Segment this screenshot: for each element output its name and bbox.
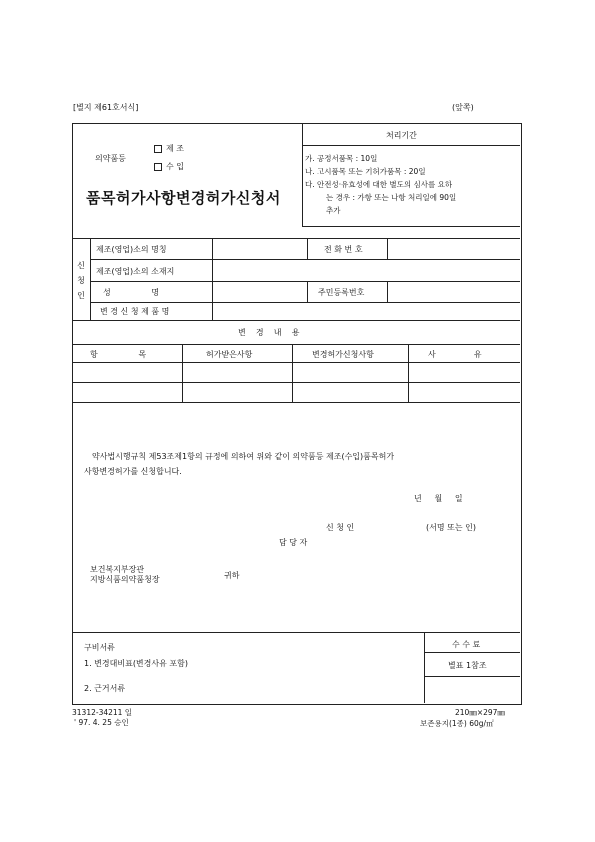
table-cell[interactable] [184, 364, 291, 381]
form-code: 31312-34211 일 [72, 708, 133, 717]
processing-item: 나. 고시품목 또는 기허가품목 : 20일 [305, 167, 426, 176]
approval-date: ' 97. 4. 25 승인 [74, 718, 129, 727]
facility-address-field[interactable] [214, 261, 519, 280]
form-number: [별지 제61호서식] [73, 103, 139, 112]
phone-label: 전 화 번 호 [324, 245, 363, 254]
column-item: 항 목 [90, 350, 147, 359]
divider [72, 362, 520, 363]
table-cell[interactable] [184, 384, 291, 401]
honorific: 귀하 [224, 571, 240, 580]
divider [307, 281, 308, 302]
divider [72, 238, 520, 239]
addressee: 지방식품의약품청장 [90, 575, 160, 584]
officer-label: 담 당 자 [279, 538, 308, 547]
divider [408, 344, 409, 402]
document-item: 2. 근거서류 [84, 684, 126, 693]
divider [72, 344, 520, 345]
checkbox-icon[interactable] [154, 163, 162, 171]
table-cell[interactable] [74, 384, 181, 401]
applicant-side-label: 신 청 인 [77, 261, 85, 300]
option-import[interactable] [154, 161, 184, 172]
form-frame [72, 123, 522, 705]
divider [307, 238, 308, 259]
divider [424, 632, 425, 703]
product-name-field[interactable] [214, 304, 519, 319]
option-manufacture[interactable] [154, 143, 184, 154]
divider [302, 145, 520, 146]
applicant-signature-label: 신 청 인 [326, 523, 355, 532]
divider [424, 676, 520, 677]
divider [302, 226, 520, 227]
processing-item: 는 경우 : 가항 또는 나항 처리일에 90일 [326, 193, 457, 202]
resident-number-label: 주민등록번호 [318, 288, 365, 297]
statement-line: 사항변경허가를 신청합니다. [84, 467, 182, 476]
divider [72, 382, 520, 383]
phone-field[interactable] [389, 240, 519, 258]
divider [72, 402, 520, 403]
table-cell[interactable] [74, 364, 181, 381]
facility-name-field[interactable] [214, 240, 306, 258]
table-cell[interactable] [410, 384, 519, 401]
divider [90, 302, 520, 303]
addressee: 보건복지부장관 [90, 565, 145, 574]
option-manufacture-label: 제 조 [166, 144, 184, 153]
divider [424, 652, 520, 653]
person-name-field[interactable] [214, 283, 306, 301]
processing-item: 다. 안전성·유효성에 대한 별도의 심사를 요하 [305, 180, 453, 189]
processing-item: 추가 [326, 206, 341, 215]
divider [90, 259, 520, 260]
document-item: 1. 변경대비표(변경사유 포함) [84, 659, 188, 668]
divider [302, 123, 303, 226]
product-name-label: 변 경 신 청 제 품 명 [100, 307, 170, 316]
person-name-label: 성 명 [103, 288, 160, 297]
option-import-label: 수 입 [166, 162, 184, 171]
resident-number-field[interactable] [389, 283, 519, 301]
processing-item: 가. 공정서품목 : 10일 [305, 154, 378, 163]
column-approved: 허가받은사항 [206, 350, 253, 359]
statement-line: 약사법시행규칙 제53조제1항의 규정에 의하여 위와 같이 의약품등 제조(수입)품목허가 [92, 452, 395, 461]
divider [90, 281, 520, 282]
category-label: 의약품등 [95, 154, 126, 163]
table-cell[interactable] [294, 364, 407, 381]
processing-heading: 처리기간 [386, 131, 417, 140]
divider [387, 238, 388, 259]
checkbox-icon[interactable] [154, 145, 162, 153]
page-side: (앞쪽) [452, 103, 474, 112]
column-reason: 사 유 [428, 350, 482, 359]
divider [212, 238, 213, 320]
divider [387, 281, 388, 302]
divider [182, 344, 183, 402]
signature-note: (서명 또는 인) [426, 523, 476, 532]
date-line: 년 월 일 [414, 494, 463, 503]
form-title: 품목허가사항변경허가신청서 [86, 189, 281, 207]
fee-heading: 수 수 료 [452, 640, 481, 649]
paper-type: 보존용지(1종) 60g/㎡ [420, 719, 494, 728]
documents-heading: 구비서류 [84, 643, 115, 652]
column-requested: 변경허가신청사항 [312, 350, 374, 359]
changes-heading: 변 경 내 용 [238, 328, 300, 337]
paper-size: 210㎜×297㎜ [455, 708, 505, 717]
table-cell[interactable] [294, 384, 407, 401]
table-cell[interactable] [410, 364, 519, 381]
facility-name-label: 제조(영업)소의 명칭 [96, 245, 167, 254]
facility-address-label: 제조(영업)소의 소재지 [96, 267, 175, 276]
divider [72, 632, 520, 633]
divider [90, 238, 91, 320]
fee-value: 별표 1참조 [448, 661, 487, 670]
divider [292, 344, 293, 402]
divider [72, 320, 520, 321]
